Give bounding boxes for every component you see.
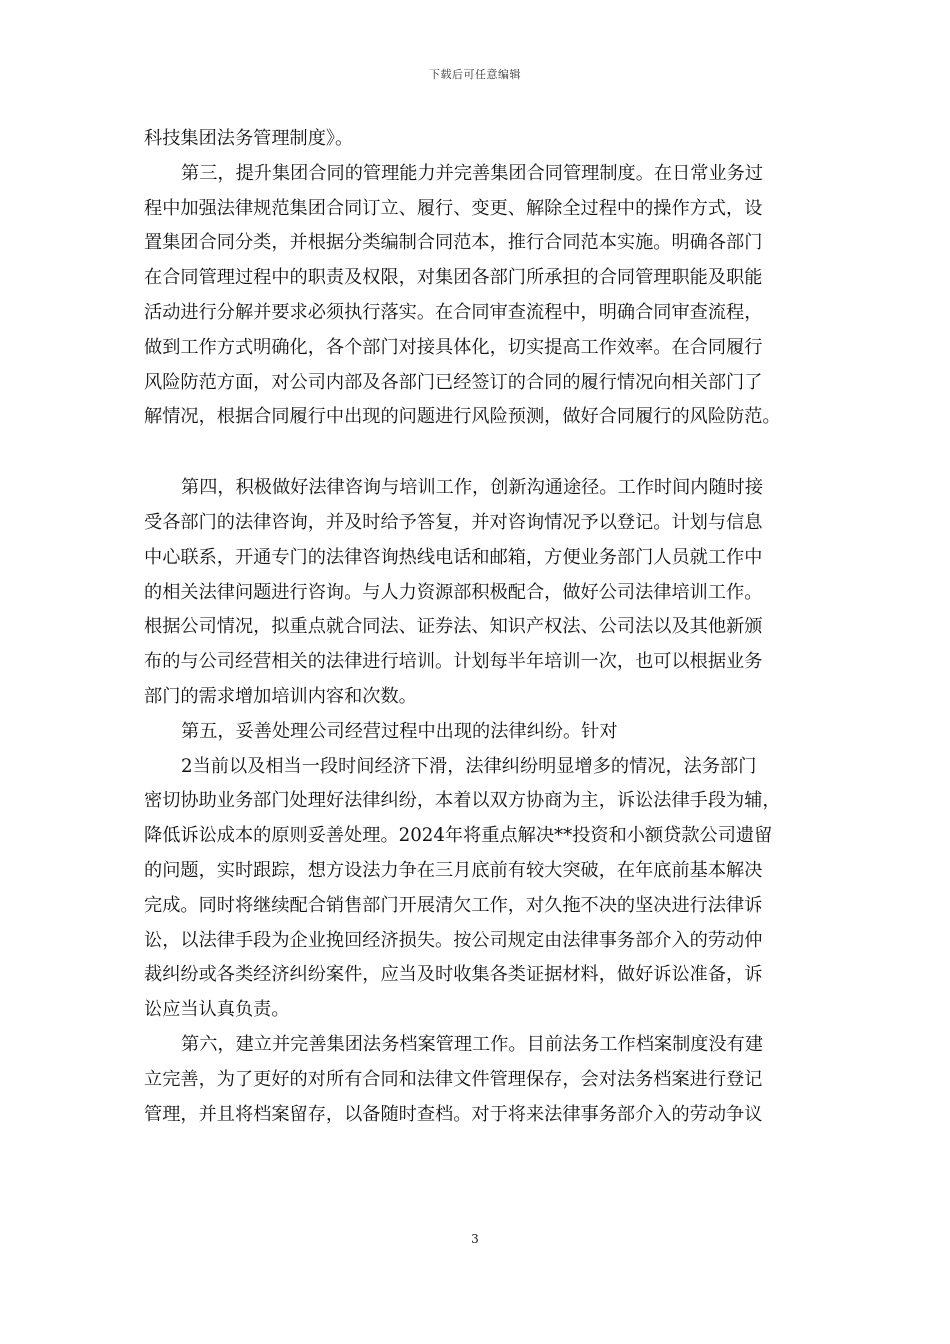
text-line: 解情况，根据合同履行中出现的问题进行风险预测，做好合同履行的风险防范。 bbox=[144, 406, 781, 428]
text-line: 做到工作方式明确化，各个部门对接具体化，切实提高工作效率。在合同履行 bbox=[144, 336, 763, 358]
paragraph-legal-consulting bbox=[144, 471, 824, 715]
text-line: 第三，提升集团合同的管理能力并完善集团合同管理制度。在日常业务过 bbox=[181, 162, 764, 184]
text-line: 根据公司情况，拟重点就合同法、证券法、知识产权法、公司法以及其他新颁 bbox=[144, 616, 763, 638]
text-line: 讼应当认真负责。 bbox=[144, 999, 290, 1021]
paragraph-archive-management bbox=[144, 1028, 824, 1132]
text-line: 第六，建立并完善集团法务档案管理工作。目前法务工作档案制度没有建 bbox=[181, 1033, 764, 1055]
text-line: 的问题，实时跟踪，想方设法力争在三月底前有较大突破，在年底前基本解决 bbox=[144, 859, 763, 881]
text-line: 风险防范方面，对公司内部及各部门已经签订的合同的履行情况向相关部门了 bbox=[144, 371, 763, 393]
text-line: 部门的需求增加培训内容和次数。 bbox=[144, 685, 417, 707]
text-line: 讼，以法律手段为企业挽回经济损失。按公司规定由法律事务部介入的劳动仲 bbox=[144, 929, 763, 951]
text-line: 受各部门的法律咨询，并及时给予答复，并对咨询情况予以登记。计划与信息 bbox=[144, 511, 763, 533]
text-line: 完成。同时将继续配合销售部门开展清欠工作，对久拖不决的坚决进行法律诉 bbox=[144, 894, 763, 916]
text-line: 活动进行分解并要求必须执行落实。在合同审查流程中，明确合同审查流程， bbox=[144, 301, 763, 323]
paragraph-continuation bbox=[144, 122, 824, 157]
text-line: 科技集团法务管理制度》。 bbox=[144, 128, 354, 149]
text-line: 降低诉讼成本的原则妥善处理。2024年将重点解决**投资和小额贷款公司遗留 bbox=[144, 825, 773, 847]
text-line: 第四，积极做好法律咨询与培训工作，创新沟通途径。工作时间内随时接 bbox=[181, 477, 764, 499]
text-line: 管理，并且将档案留存，以备随时查档。对于将来法律事务部介入的劳动争议 bbox=[144, 1103, 763, 1125]
text-line: 立完善，为了更好的对所有合同和法律文件管理保存，会对法务档案进行登记 bbox=[144, 1068, 763, 1090]
paragraph-legal-disputes bbox=[144, 715, 824, 1028]
page-header: 下载后可任意编辑 bbox=[429, 68, 521, 81]
text-line: 的相关法律问题进行咨询。与人力资源部积极配合，做好公司法律培训工作。 bbox=[144, 581, 763, 603]
text-line: 第五，妥善处理公司经营过程中出现的法律纠纷。针对 bbox=[181, 720, 618, 742]
text-line: 裁纠纷或各类经济纠纷案件，应当及时收集各类证据材料，做好诉讼准备，诉 bbox=[144, 964, 763, 986]
paragraph-contract-management bbox=[144, 157, 824, 435]
text-line: 布的与公司经营相关的法律进行培训。计划每半年培训一次，也可以根据业务 bbox=[144, 651, 763, 673]
text-line: 在合同管理过程中的职责及权限，对集团各部门所承担的合同管理职能及职能 bbox=[144, 267, 763, 289]
text-line: 2当前以及相当一段时间经济下滑，法律纠纷明显增多的情况，法务部门 bbox=[181, 755, 757, 777]
text-line: 程中加强法律规范集团合同订立、履行、变更、解除全过程中的操作方式，设 bbox=[144, 197, 763, 219]
text-line: 中心联系，开通专门的法律咨询热线电话和邮箱，方便业务部门人员就工作中 bbox=[144, 546, 763, 568]
page-number: 3 bbox=[471, 1232, 479, 1246]
document-body bbox=[144, 122, 824, 1132]
text-line: 置集团合同分类，并根据分类编制合同范本，推行合同范本实施。明确各部门 bbox=[144, 232, 763, 254]
text-line: 密切协助业务部门处理好法律纠纷，本着以双方协商为主，诉讼法律手段为辅， bbox=[144, 790, 781, 812]
